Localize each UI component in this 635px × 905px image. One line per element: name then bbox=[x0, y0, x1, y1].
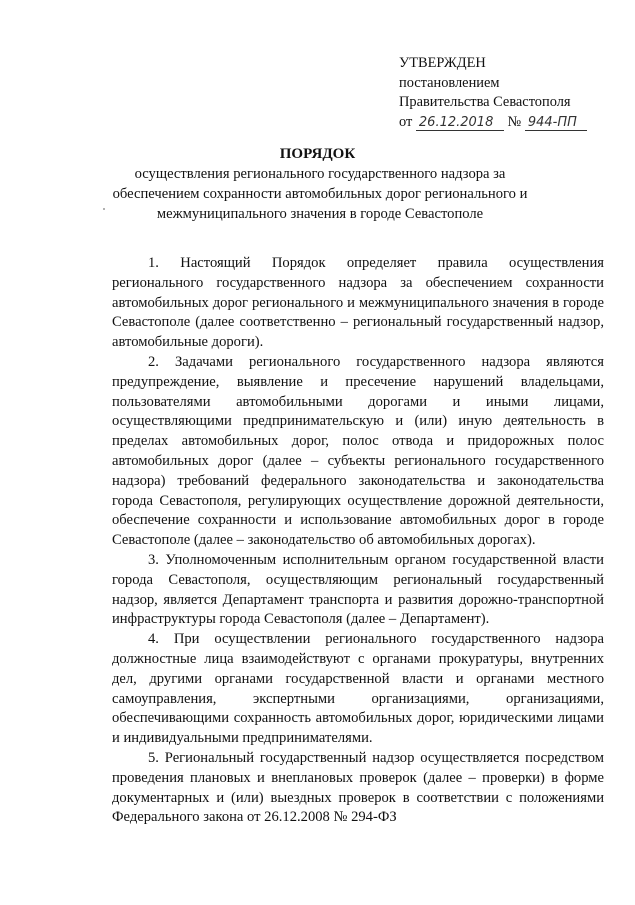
scan-speck bbox=[103, 208, 105, 210]
approval-stamp bbox=[399, 54, 619, 132]
number-label: № bbox=[507, 113, 522, 130]
resolution-label: постановлением bbox=[399, 74, 500, 91]
approved-label: УТВЕРЖДЕН bbox=[399, 55, 486, 71]
document-title: ПОРЯДОК bbox=[279, 146, 356, 162]
handwritten-date: 26.12.2018 bbox=[416, 115, 504, 131]
paragraph-4: 4. При осуществлении регионального государственного надзора должностные лица взаимодействуют с органами прокуратуры, внутренних дел, другими органами государственной власти и органами местного самоуправления, экспертными организациями, организациями, обеспечивающими сохранность автомобильных дорог, юридическими лицами и индивидуальными предпринимателями. bbox=[112, 631, 604, 747]
paragraph-2: 2. Задачами регионального государственного надзора являются предупреждение, выявление и пресечение нарушений владельцами, пользователями автомобильными дорогами и иными лицами, осуществляющими предпринимательскую и (или) иную деятельность в пределах автомобильных дорог, полос отвода и придорожных полос автомобильных дорог (далее – субъекты регионального государственного надзора) требований федерального законодательства и законодательства города Севастополя, регулирующих осуществление дорожной деятельности, обеспечение сохранности и использование автомобильных дорог в городе Севастополе (далее – законодательство об автомобильных дорогах). bbox=[112, 353, 604, 549]
document-subtitle: осуществления регионального государственного надзора за обеспечением сохранности автомобильных дорог регионального и межмуниципального значения в городе Севастополе bbox=[112, 166, 528, 222]
paragraph-3: 3. Уполномоченным исполнительным органом государственной власти города Севастополя, осуществляющим региональный государственный надзор, является Департамент транспорта и развития дорожно-транспортной инфраструктуры города Севастополя (далее – Департамент). bbox=[112, 551, 604, 628]
government-label: Правительства Севастополя bbox=[399, 94, 571, 110]
handwritten-number: 944-ПП bbox=[525, 115, 587, 131]
from-label: от bbox=[399, 113, 413, 130]
date-number-line bbox=[399, 113, 619, 133]
document-body bbox=[112, 254, 604, 828]
paragraph-1: 1. Настоящий Порядок определяет правила осуществления регионального государственного надзора за обеспечением сохранности автомобильных дорог регионального и межмуниципального значения в городе Севастополе (далее соответственно – региональный государственный надзор, автомобильные дороги). bbox=[112, 255, 604, 351]
paragraph-5: 5. Региональный государственный надзор осуществляется посредством проведения плановых и внеплановых проверок (далее – проверки) в форме документарных и (или) выездных проверок в соответствии с положениями Федерального закона от 26.12.2008 № 294-ФЗ bbox=[112, 749, 604, 826]
